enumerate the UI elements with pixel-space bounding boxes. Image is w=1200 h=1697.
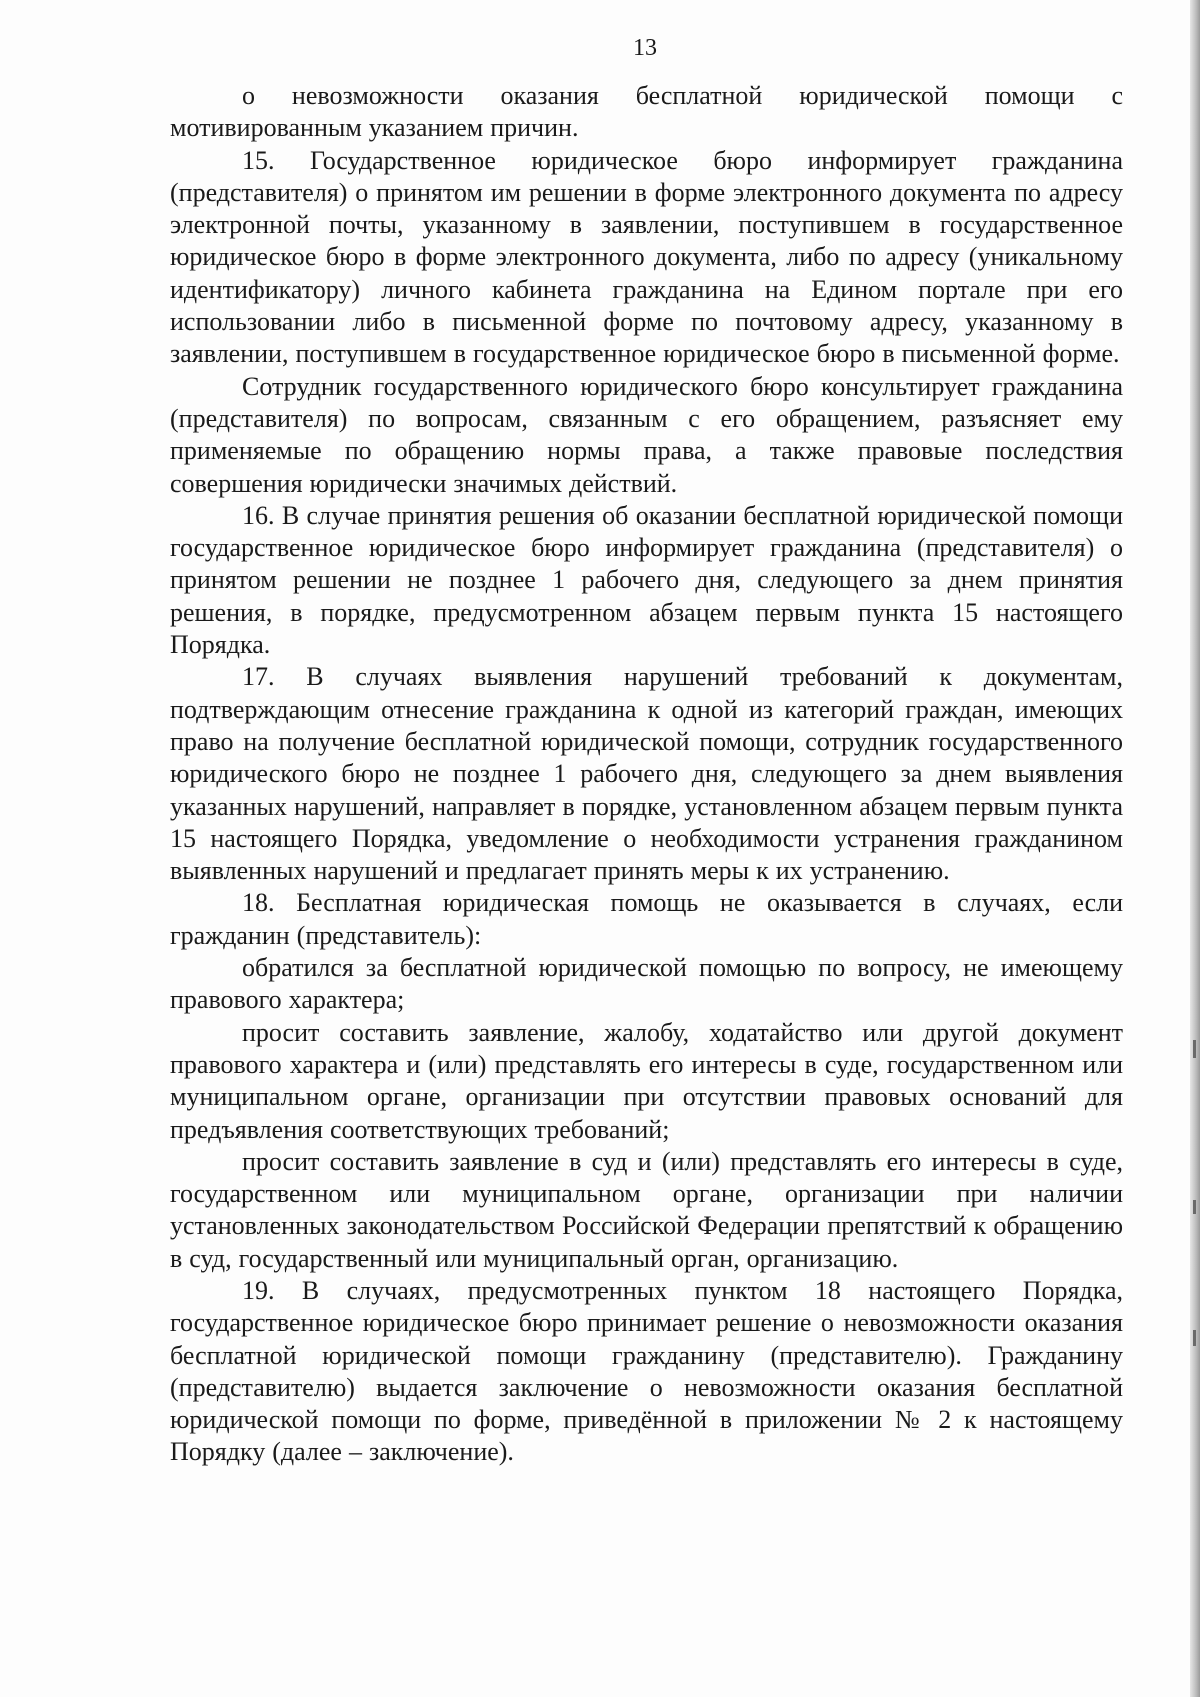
- scan-edge: [1190, 0, 1200, 1697]
- page-number: 13: [633, 35, 657, 61]
- paragraph-15-consultation: Сотрудник государственного юридического бюро консультирует гражданина (представителя) по вопросам, связанным с его обращением, разъясняет ему применяемые по обращению нормы права, а также правовые последствия совершения юридически значимых действий.: [170, 371, 1123, 498]
- paragraph-15: 15. Государственное юридическое бюро информирует гражданина (представителя) о принятом им решении в форме электронного документа по адресу электронной почты, указанному в заявлении, поступившем в государственное юридическое бюро в форме электронного документа, либо по адресу (уникальному идентификатору) личного кабинета гражданина на Едином портале при его использовании либо в письменной форме по почтовому адресу, указанному в заявлении, поступившем в государственное юридическое бюро в письменной форме.: [170, 145, 1123, 369]
- document-body: [170, 80, 1123, 1469]
- scan-edge-mark: [1193, 1200, 1196, 1214]
- paragraph-16: 16. В случае принятия решения об оказании бесплатной юридической помощи государственное юридическое бюро информирует гражданина (представителя) о принятом решении не позднее 1 рабочего дня, следующего за днем принятия решения, в порядке, предусмотренном абзацем первым пункта 15 настоящего Порядка.: [170, 500, 1123, 660]
- paragraph-18: 18. Бесплатная юридическая помощь не оказывается в случаях, если гражданин (представитель):: [170, 888, 1123, 950]
- paragraph-18-item-1: обратился за бесплатной юридической помощью по вопросу, не имеющему правового характера;: [170, 953, 1123, 1015]
- paragraph-18-item-2: просит составить заявление, жалобу, ходатайство или другой документ правового характера и (или) представлять его интересы в суде, государственном или муниципальном органе, организации при отсутствии правовых оснований для предъявления соответствующих требований;: [170, 1017, 1123, 1144]
- paragraph-19: 19. В случаях, предусмотренных пунктом 18 настоящего Порядка, государственное юридическое бюро принимает решение о невозможности оказания бесплатной юридической помощи гражданину (представителю). Гражданину (представителю) выдается заключение о невозможности оказания бесплатной юридической помощи по форме, приведённой в приложении № 2 к настоящему Порядку (далее – заключение).: [170, 1275, 1123, 1467]
- scan-edge-mark: [1193, 1330, 1196, 1346]
- paragraph-18-item-3: просит составить заявление в суд и (или) представлять его интересы в суде, государственном или муниципальном органе, организации при наличии установленных законодательством Российской Федерации препятствий к обращению в суд, государственный или муниципальный орган, организацию.: [170, 1146, 1123, 1273]
- paragraph-17: 17. В случаях выявления нарушений требований к документам, подтверждающим отнесение гражданина к одной из категорий граждан, имеющих право на получение бесплатной юридической помощи, сотрудник государственного юридического бюро не позднее 1 рабочего дня, следующего за днем выявления указанных нарушений, направляет в порядке, установленном абзацем первым пункта 15 настоящего Порядка, уведомление о необходимости устранения гражданином выявленных нарушений и предлагает принять меры к их устранению.: [170, 662, 1123, 886]
- paragraph-continuation: о невозможности оказания бесплатной юридической помощи с мотивированным указанием причин.: [170, 81, 1123, 143]
- scan-edge-mark: [1193, 1040, 1196, 1058]
